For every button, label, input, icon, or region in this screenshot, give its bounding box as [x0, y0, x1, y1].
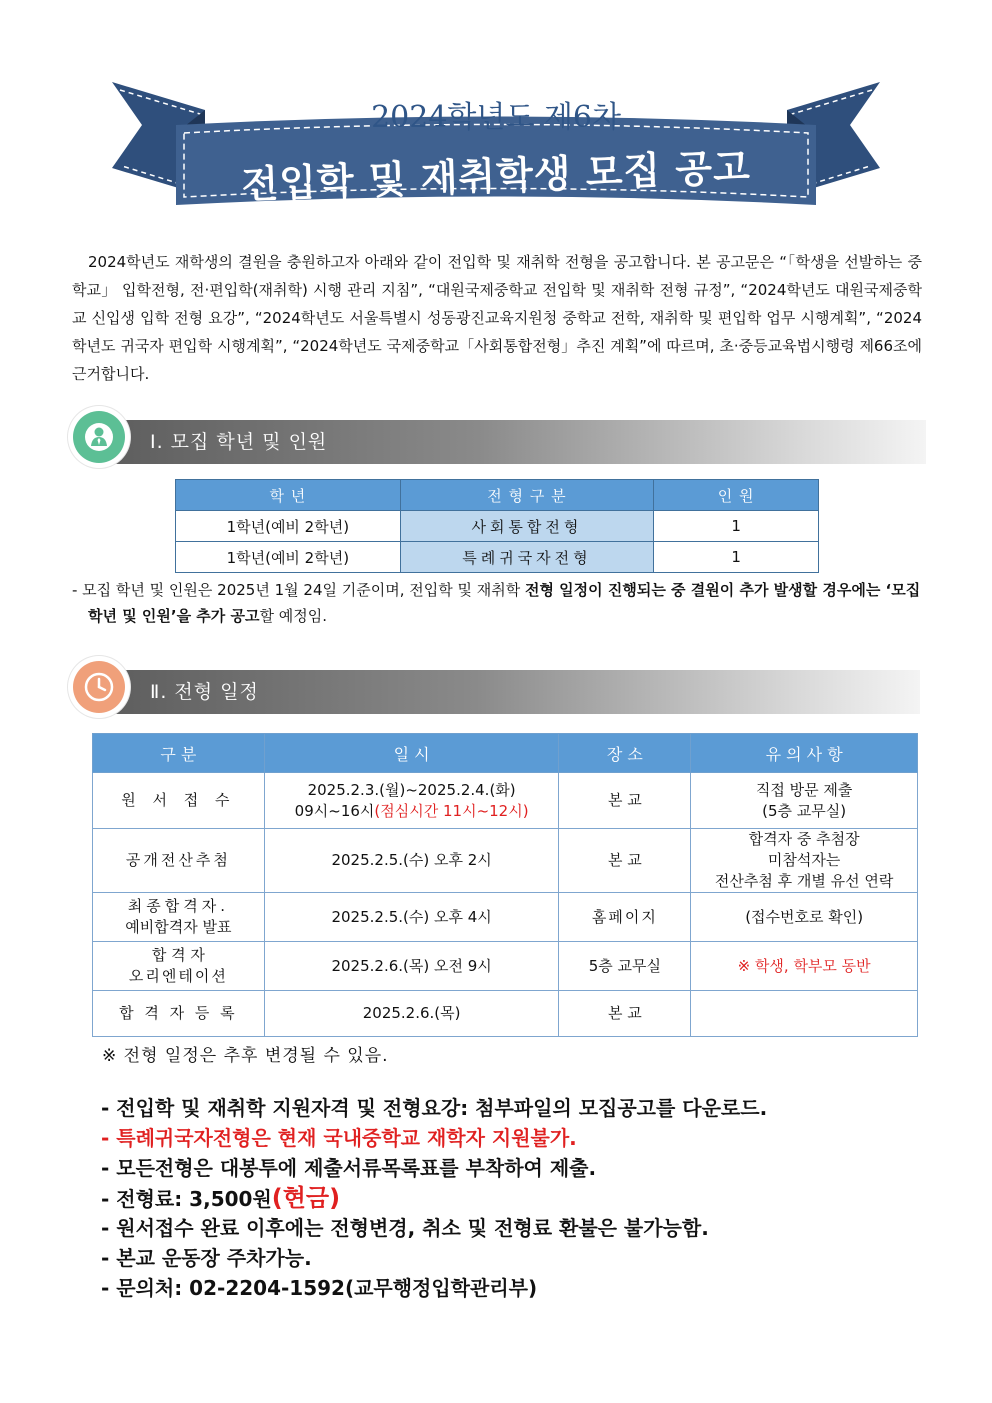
date-line: 2025.2.3.(월)~2025.2.4.(화)	[307, 780, 516, 799]
list-item: - 본교 운동장 주차가능.	[101, 1246, 312, 1270]
list-item-text: - 특례귀국자전형은 현재	[101, 1126, 324, 1150]
cell-type: 특례귀국자전형	[400, 542, 654, 573]
intro-paragraph: 2024학년도 재학생의 결원을 충원하고자 아래와 같이 전입학 및 재취학 전형을 공고합니다. 본 공고문은 “「학생을 선발하는 중학교」 입학전형, 전·편입학(재취학) 시행 관리 지침”, “대원국제중학교 전입학 및 재취학 전형 규정”, “2024학년도 대원국제중학교 신입생 입학 전형 요강”, “2024학년도 서울특별시 성동광진교육지원청 중학교 전학, 재취학 및 편입학 업무 시행계획”, “2024학년도 귀국자 편입학 시행계획”, “2024학년도 국제중학교「사회통합전형」추진 계획”에 따르며, 초·중등교육법시행령 제66조에 근거합니다.	[72, 253, 922, 383]
header-note: 유 의 사 항	[691, 734, 918, 773]
note-line: 미참석자는	[767, 851, 841, 869]
recruitment-table	[175, 479, 819, 573]
schedule-note: ※ 전형 일정은 추후 변경될 수 있음.	[102, 1046, 389, 1066]
cell-place: 5층 교무실	[559, 942, 691, 991]
note-line: (5층 교무실)	[762, 801, 847, 820]
table-row	[93, 942, 918, 991]
cell-type: 사회통합전형	[400, 511, 654, 542]
lunch-time-text: (점심시간 11시~12시)	[374, 801, 529, 820]
time-line	[265, 801, 559, 822]
cell-datetime: 2025.2.5.(수) 오후 2시	[264, 829, 559, 893]
cell-datetime: 2025.2.6.(목) 오전 9시	[264, 942, 559, 991]
table-row	[93, 829, 918, 893]
section-title: Ⅱ. 전형 일정	[150, 681, 259, 703]
cell-note	[691, 773, 918, 829]
cell-place: 본 교	[559, 991, 691, 1037]
section-badge	[68, 656, 130, 718]
cell-count: 1	[654, 511, 819, 542]
table-row	[93, 893, 918, 942]
header-place: 장 소	[559, 734, 691, 773]
cell-count: 1	[654, 542, 819, 573]
header-datetime: 일 시	[264, 734, 559, 773]
list-item-highlight: 국내중학교 재학자 지원불가.	[323, 1126, 577, 1150]
header-category: 구 분	[93, 734, 265, 773]
section-header-recruitment	[72, 420, 926, 464]
cell-note	[691, 991, 918, 1037]
cash-highlight: (현금)	[271, 1184, 341, 1212]
header-type: 전 형 구 분	[400, 480, 654, 511]
cell-category: 원 서 접 수	[93, 773, 265, 829]
cell-category: 합 격 자 등 록	[93, 991, 265, 1037]
note-line: 직접 방문 제출	[755, 780, 853, 799]
list-item	[101, 1123, 961, 1153]
cell-category	[93, 893, 265, 942]
category-line: 오리엔테이션	[128, 967, 228, 985]
table-header-row	[93, 734, 918, 773]
table-row	[176, 511, 819, 542]
cell-datetime: 2025.2.6.(목)	[264, 991, 559, 1037]
cell-datetime	[264, 773, 559, 829]
note-text: - 모집 학년 및 인원은 2025년 1월 24일 기준이며, 전입학 및 재취학	[72, 581, 525, 599]
clock-icon	[73, 661, 125, 713]
header-grade: 학 년	[176, 480, 401, 511]
section-badge	[68, 406, 130, 468]
list-item: - 모든전형은 대봉투에 제출서류목록표를 부착하여 제출.	[101, 1156, 597, 1180]
cell-place: 본 교	[559, 773, 691, 829]
cell-category: 공개전산추첨	[93, 829, 265, 893]
banner-subtitle: 2024학년도 제6차	[371, 100, 621, 135]
cell-datetime: 2025.2.5.(수) 오후 4시	[264, 893, 559, 942]
section-title: Ⅰ. 모집 학년 및 인원	[150, 431, 328, 453]
cell-place: 본 교	[559, 829, 691, 893]
time-text: 09시~16시	[294, 801, 375, 820]
note-text-end: 할 예정임.	[259, 607, 327, 625]
cell-note: ※ 학생, 학부모 동반	[691, 942, 918, 991]
list-item-text: - 전형료: 3,500원	[101, 1187, 272, 1211]
note-line: 합격자 중 추첨장	[748, 830, 860, 848]
schedule-table	[92, 733, 918, 1037]
table-row	[176, 542, 819, 573]
table-row	[93, 991, 918, 1037]
banner-title: 전입학 및 재취학생 모집 공고	[240, 145, 752, 207]
cell-place: 홈페이지	[559, 893, 691, 942]
title-banner	[0, 0, 992, 230]
header-count: 인 원	[654, 480, 819, 511]
table-header-row	[176, 480, 819, 511]
note-bold-text: 전형 일정이 진행되는 중 결원이 추가 발생할 경우에는 ‘모집 학년 및 인원’을 추가 공고	[88, 581, 921, 625]
list-item: - 문의처: 02-2204-1592(교무행정입학관리부)	[101, 1276, 538, 1300]
cell-note: (접수번호로 확인)	[691, 893, 918, 942]
list-item	[101, 1183, 961, 1213]
person-icon	[73, 411, 125, 463]
list-item: - 원서접수 완료 이후에는 전형변경, 취소 및 전형료 환불은 불가능함.	[101, 1216, 709, 1240]
table-row	[93, 773, 918, 829]
list-item: - 전입학 및 재취학 지원자격 및 전형요강: 첨부파일의 모집공고를 다운로드.	[101, 1096, 768, 1120]
section-header-schedule	[72, 670, 920, 714]
info-list	[101, 1093, 961, 1303]
note-line: 전산추첨 후 개별 유선 연락	[714, 872, 894, 890]
recruitment-note	[72, 577, 924, 629]
cell-category	[93, 942, 265, 991]
cell-note	[691, 829, 918, 893]
category-line: 예비합격자 발표	[125, 918, 232, 936]
category-line: 합 격 자	[151, 946, 205, 964]
category-line: 최종합격자.	[127, 897, 229, 915]
cell-grade: 1학년(예비 2학년)	[176, 542, 401, 573]
cell-grade: 1학년(예비 2학년)	[176, 511, 401, 542]
